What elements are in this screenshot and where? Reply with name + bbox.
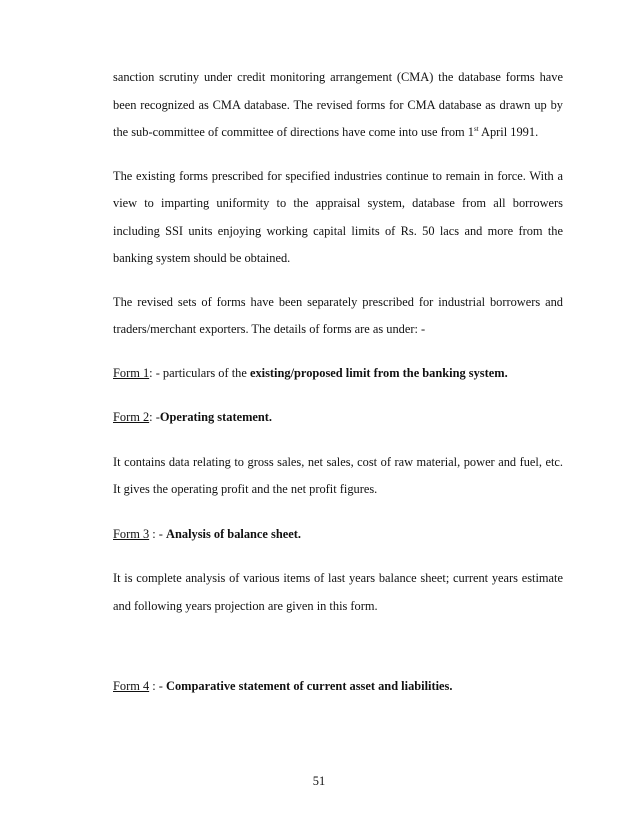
form-2-label: Form 2 xyxy=(113,410,150,424)
form-3-title: Analysis of balance sheet. xyxy=(166,526,301,541)
form-3-description: It is complete analysis of various items of last years balance sheet; current years estimate and following years projection are given in this form. xyxy=(113,571,563,613)
paragraph-cma-database xyxy=(113,64,563,147)
paragraph-existing-forms: The existing forms prescribed for specified industries continue to remain in force. With a view to imparting uniformity to the appraisal system, database from all borrowers including SSI units enjoying working capital limits of Rs. 50 lacs and more from the banking system should be obtained. xyxy=(113,168,563,265)
document-page xyxy=(113,64,563,701)
form-1-heading xyxy=(113,360,563,388)
form-2-separator: : - xyxy=(149,410,160,424)
paragraph-revised-sets: The revised sets of forms have been separately prescribed for industrial borrowers and traders/merchant exporters. The details of forms are as under: - xyxy=(113,294,563,336)
form-4-title: Comparative statement of current asset and liabilities. xyxy=(166,679,453,693)
ordinal-superscript: st xyxy=(473,124,479,133)
paragraph-cma-text: sanction scrutiny under credit monitoring arrangement (CMA) the database forms have been recognized as CMA database. The revised forms for CMA database as drawn up by the sub-committee of committee of directions have come into use from 1 xyxy=(113,70,563,139)
form-2-title: Operating statement. xyxy=(159,410,273,424)
form-1-label: Form 1 xyxy=(113,365,150,380)
form-3-heading xyxy=(113,521,563,549)
form-4-label: Form 4 xyxy=(113,679,150,693)
page-number: 51 xyxy=(312,774,326,788)
form-4-heading xyxy=(113,673,563,701)
form-1-title: existing/proposed limit from the banking system. xyxy=(249,365,508,380)
form-2-heading xyxy=(113,404,563,432)
form-3-label: Form 3 xyxy=(113,526,150,541)
form-1-separator: : - particulars of the xyxy=(149,365,250,380)
form-2-description: It contains data relating to gross sales, net sales, cost of raw material, power and fuel, etc. It gives the operating profit and the net profit figures. xyxy=(113,454,563,496)
paragraph-cma-date: April 1991. xyxy=(478,125,539,139)
form-4-separator: : - xyxy=(149,679,167,693)
form-3-separator: : - xyxy=(149,526,167,541)
